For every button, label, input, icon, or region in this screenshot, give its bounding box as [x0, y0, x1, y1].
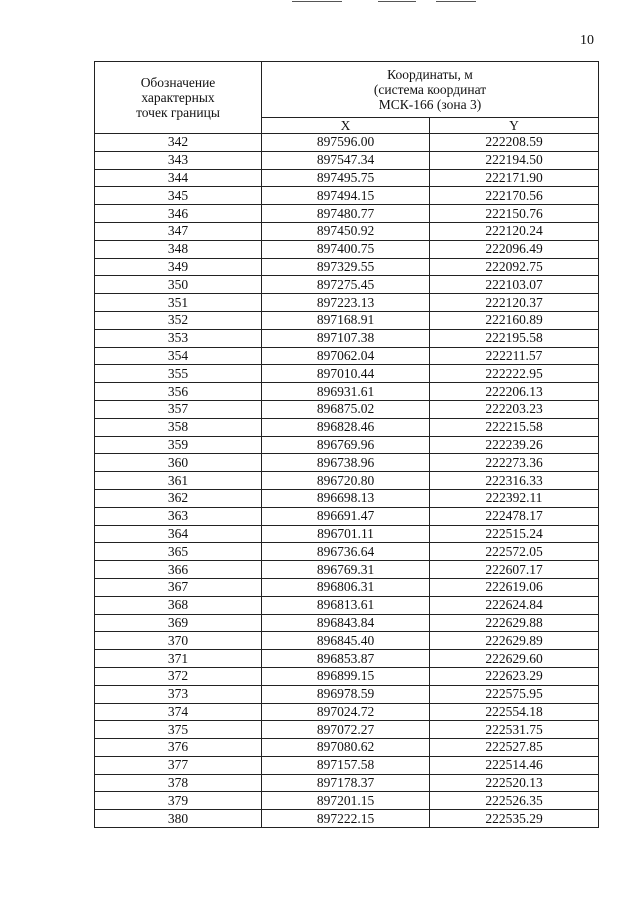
cell-x: 896875.02	[262, 400, 430, 418]
cell-point: 364	[95, 525, 262, 543]
cell-point: 360	[95, 454, 262, 472]
cell-point: 358	[95, 418, 262, 436]
table-row	[95, 614, 599, 632]
cell-y: 222239.26	[430, 436, 599, 454]
table-row	[95, 507, 599, 525]
cell-point: 377	[95, 756, 262, 774]
cell-point: 345	[95, 187, 262, 205]
cell-point: 344	[95, 169, 262, 187]
cell-point: 370	[95, 632, 262, 650]
table-row	[95, 721, 599, 739]
cell-y: 222575.95	[430, 685, 599, 703]
table-row	[95, 739, 599, 757]
header-rule	[436, 1, 476, 2]
cell-x: 897495.75	[262, 169, 430, 187]
cell-point: 342	[95, 134, 262, 152]
cell-y: 222150.76	[430, 205, 599, 223]
cell-y: 222619.06	[430, 578, 599, 596]
table-row	[95, 489, 599, 507]
table-row	[95, 561, 599, 579]
cell-x: 897596.00	[262, 134, 430, 152]
cell-y: 222092.75	[430, 258, 599, 276]
cell-y: 222623.29	[430, 667, 599, 685]
cell-x: 897400.75	[262, 240, 430, 258]
cell-y: 222211.57	[430, 347, 599, 365]
cell-x: 897222.15	[262, 810, 430, 828]
cell-point: 353	[95, 329, 262, 347]
cell-x: 896701.11	[262, 525, 430, 543]
header-x: X	[262, 118, 430, 134]
table-row	[95, 650, 599, 668]
table-row	[95, 222, 599, 240]
table-row	[95, 756, 599, 774]
table-row	[95, 383, 599, 401]
cell-point: 369	[95, 614, 262, 632]
table-row	[95, 151, 599, 169]
cell-x: 896843.84	[262, 614, 430, 632]
cell-y: 222624.84	[430, 596, 599, 614]
table-row	[95, 632, 599, 650]
cell-point: 375	[95, 721, 262, 739]
cell-y: 222195.58	[430, 329, 599, 347]
table-row	[95, 400, 599, 418]
table-row	[95, 792, 599, 810]
cell-x: 896845.40	[262, 632, 430, 650]
cell-x: 897329.55	[262, 258, 430, 276]
header-coordinates-line: Координаты, м	[387, 67, 473, 82]
cell-point: 371	[95, 650, 262, 668]
cell-x: 897201.15	[262, 792, 430, 810]
table-row	[95, 578, 599, 596]
header-designation-line: точек границы	[136, 105, 220, 120]
table-row	[95, 685, 599, 703]
table-body	[95, 134, 599, 828]
coordinates-table	[94, 61, 599, 828]
cell-point: 348	[95, 240, 262, 258]
page-number: 10	[580, 33, 594, 48]
cell-y: 222194.50	[430, 151, 599, 169]
table-row	[95, 472, 599, 490]
cell-x: 896720.80	[262, 472, 430, 490]
cell-point: 349	[95, 258, 262, 276]
cell-point: 380	[95, 810, 262, 828]
cell-y: 222535.29	[430, 810, 599, 828]
cell-x: 896691.47	[262, 507, 430, 525]
cell-point: 354	[95, 347, 262, 365]
header-rule	[292, 1, 342, 2]
cell-x: 897547.34	[262, 151, 430, 169]
cell-y: 222629.89	[430, 632, 599, 650]
cell-point: 355	[95, 365, 262, 383]
table-row	[95, 276, 599, 294]
cell-point: 352	[95, 311, 262, 329]
cell-x: 897223.13	[262, 294, 430, 312]
cell-x: 897275.45	[262, 276, 430, 294]
header-designation-line: характерных	[141, 90, 215, 105]
table-row	[95, 703, 599, 721]
cell-x: 897157.58	[262, 756, 430, 774]
cell-point: 347	[95, 222, 262, 240]
cell-point: 357	[95, 400, 262, 418]
cell-point: 376	[95, 739, 262, 757]
table-row	[95, 187, 599, 205]
cell-y: 222208.59	[430, 134, 599, 152]
cell-y: 222171.90	[430, 169, 599, 187]
cell-y: 222629.60	[430, 650, 599, 668]
cell-x: 897494.15	[262, 187, 430, 205]
cell-point: 373	[95, 685, 262, 703]
cell-x: 896736.64	[262, 543, 430, 561]
table-row	[95, 311, 599, 329]
cell-y: 222478.17	[430, 507, 599, 525]
cell-y: 222629.88	[430, 614, 599, 632]
cell-point: 365	[95, 543, 262, 561]
table-row	[95, 596, 599, 614]
cell-point: 359	[95, 436, 262, 454]
cell-x: 896978.59	[262, 685, 430, 703]
cell-x: 897024.72	[262, 703, 430, 721]
table-row	[95, 418, 599, 436]
cell-x: 896698.13	[262, 489, 430, 507]
cell-x: 897450.92	[262, 222, 430, 240]
cell-point: 356	[95, 383, 262, 401]
cell-x: 897072.27	[262, 721, 430, 739]
cell-y: 222206.13	[430, 383, 599, 401]
cell-x: 897178.37	[262, 774, 430, 792]
cell-y: 222515.24	[430, 525, 599, 543]
cell-y: 222096.49	[430, 240, 599, 258]
cell-y: 222572.05	[430, 543, 599, 561]
cell-x: 897062.04	[262, 347, 430, 365]
cell-y: 222120.37	[430, 294, 599, 312]
cell-y: 222527.85	[430, 739, 599, 757]
table-row	[95, 454, 599, 472]
cell-x: 897080.62	[262, 739, 430, 757]
cell-point: 361	[95, 472, 262, 490]
header-designation-line: Обозначение	[140, 75, 216, 90]
cell-x: 896813.61	[262, 596, 430, 614]
table-row	[95, 667, 599, 685]
cell-y: 222531.75	[430, 721, 599, 739]
cell-point: 343	[95, 151, 262, 169]
table-row	[95, 258, 599, 276]
table-row	[95, 205, 599, 223]
cell-point: 362	[95, 489, 262, 507]
cell-x: 896828.46	[262, 418, 430, 436]
cell-y: 222120.24	[430, 222, 599, 240]
cell-x: 896769.96	[262, 436, 430, 454]
cell-x: 896769.31	[262, 561, 430, 579]
table-row	[95, 774, 599, 792]
header-y: Y	[430, 118, 599, 134]
table-row	[95, 169, 599, 187]
cell-x: 897107.38	[262, 329, 430, 347]
table-row	[95, 365, 599, 383]
cell-y: 222103.07	[430, 276, 599, 294]
cell-y: 222203.23	[430, 400, 599, 418]
cell-y: 222392.11	[430, 489, 599, 507]
table-row	[95, 543, 599, 561]
table-header	[95, 62, 599, 134]
cell-y: 222316.33	[430, 472, 599, 490]
header-coordinates-line: (система координат	[373, 82, 487, 97]
cell-x: 897480.77	[262, 205, 430, 223]
cell-point: 379	[95, 792, 262, 810]
cell-y: 222215.58	[430, 418, 599, 436]
cell-y: 222554.18	[430, 703, 599, 721]
cell-y: 222170.56	[430, 187, 599, 205]
cell-x: 896899.15	[262, 667, 430, 685]
cell-point: 374	[95, 703, 262, 721]
cell-point: 367	[95, 578, 262, 596]
table-row	[95, 240, 599, 258]
cell-point: 346	[95, 205, 262, 223]
table-row	[95, 810, 599, 828]
cell-x: 896853.87	[262, 650, 430, 668]
header-coordinates-line: МСК-166 (зона 3)	[378, 97, 482, 112]
cell-point: 363	[95, 507, 262, 525]
cell-y: 222222.95	[430, 365, 599, 383]
table-row	[95, 347, 599, 365]
cell-point: 368	[95, 596, 262, 614]
cell-point: 350	[95, 276, 262, 294]
cell-point: 351	[95, 294, 262, 312]
cell-point: 366	[95, 561, 262, 579]
cell-x: 896738.96	[262, 454, 430, 472]
cell-point: 372	[95, 667, 262, 685]
table-row	[95, 525, 599, 543]
cell-x: 896931.61	[262, 383, 430, 401]
cell-y: 222526.35	[430, 792, 599, 810]
cell-x: 896806.31	[262, 578, 430, 596]
cell-y: 222514.46	[430, 756, 599, 774]
cell-y: 222273.36	[430, 454, 599, 472]
cell-y: 222520.13	[430, 774, 599, 792]
table-row	[95, 294, 599, 312]
cell-point: 378	[95, 774, 262, 792]
cell-x: 897168.91	[262, 311, 430, 329]
table-row	[95, 436, 599, 454]
cell-y: 222607.17	[430, 561, 599, 579]
header-coordinates	[262, 62, 599, 118]
header-designation	[95, 62, 262, 134]
header-rule	[378, 1, 416, 2]
cell-x: 897010.44	[262, 365, 430, 383]
table-row	[95, 134, 599, 152]
table-row	[95, 329, 599, 347]
cell-y: 222160.89	[430, 311, 599, 329]
